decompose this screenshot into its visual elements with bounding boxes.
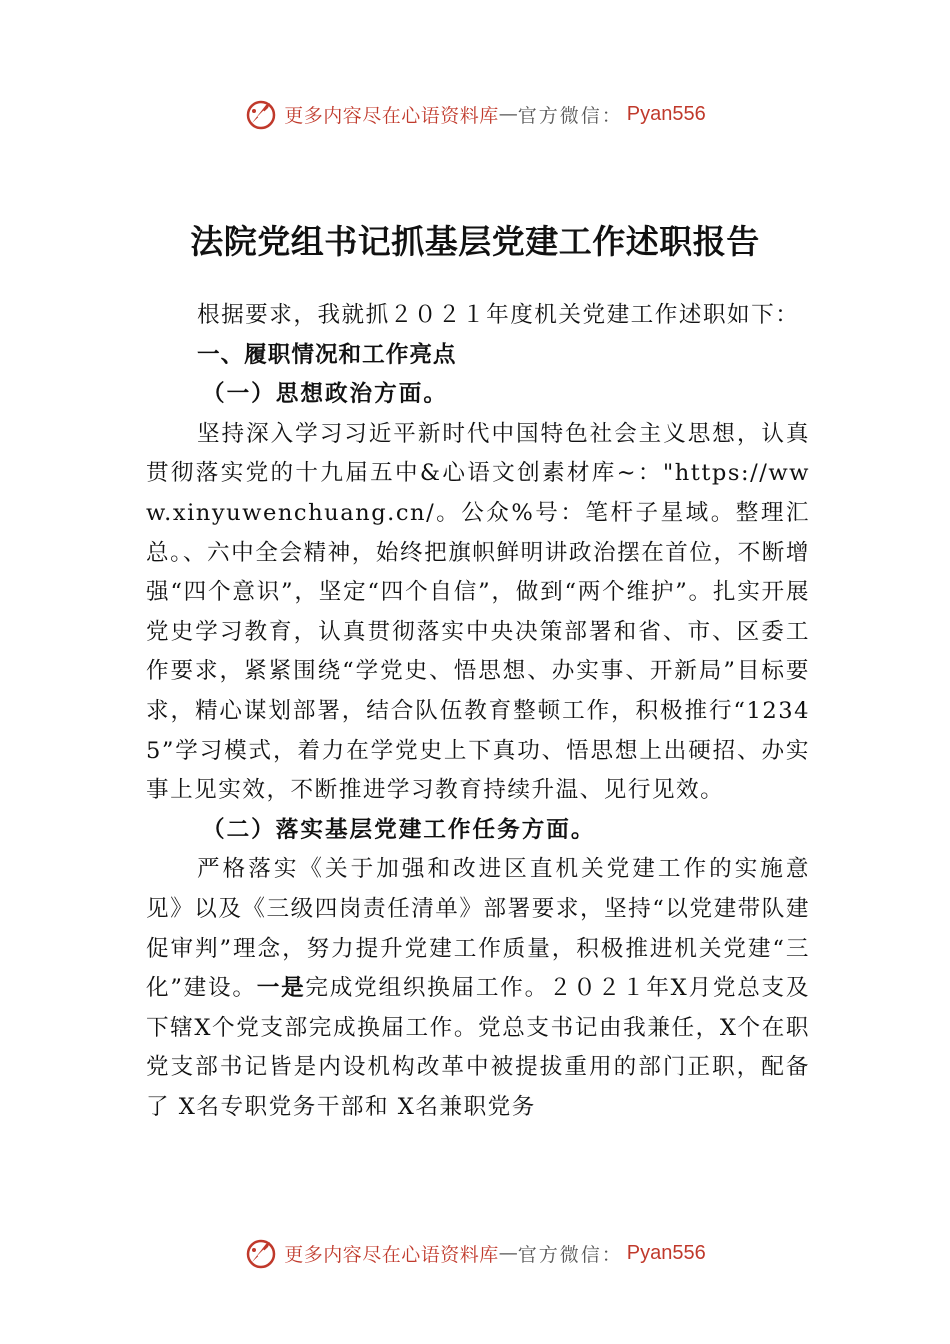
- paragraph-2-text-a: 严格落实《关于加强和改进区直机关党建工作的实施意见》以及《三级四岗责任清单》部署要求，坚持“以党建带队建促审判”理念，努力提升党建工作质量，积极推进机关党建“三化”建设。: [146, 856, 810, 1002]
- header-banner: [0, 94, 950, 134]
- footer-banner-separator: —: [498, 1242, 518, 1264]
- subsection-paragraph-2: [146, 850, 810, 1127]
- quill-logo-icon: [244, 97, 278, 131]
- intro-paragraph: 根据要求，我就抓２０２１年度机关党建工作述职如下：: [197, 302, 800, 328]
- subsection-paragraph-1: 坚持深入学习习近平新时代中国特色社会主义思想，认真贯彻落实党的十九届五中&心语文创素材库~："https://www.xinyuwenchuang.cn/。公众%号：笔杆子星域。整理汇总。、六中全会精神，始终把旗帜鲜明讲政治摆在首位，不断增强“四个意识”，坚定“四个自信”，做到“两个维护”。扎实开展党史学习教育，认真贯彻落实中央决策部署和省、市、区委工作要求，紧紧围绕“学党史、悟思想、办实事、开新局”目标要求，精心谋划部署，结合队伍教育整顿工作，积极推行“12345”学习模式，着力在学党史上下真功、悟思想上出硬招、办实事上见实效，不断推进学习教育持续升温、见行见效。: [146, 420, 810, 804]
- subsection-heading-1: （一）思想政治方面。: [202, 381, 448, 408]
- document-body: [146, 296, 810, 1127]
- section-heading: 一、履职情况和工作亮点: [197, 341, 457, 368]
- banner-wechat-id: Pyan556: [626, 102, 706, 125]
- footer-banner-text: 更多内容尽在心语资料库: [284, 1243, 499, 1266]
- subsection-heading-2: （二）落实基层党建工作任务方面。: [202, 816, 596, 843]
- footer-banner-wechat-id: Pyan556: [626, 1241, 706, 1264]
- footer-banner-wechat-label: 官方微信：: [517, 1243, 623, 1266]
- paragraph-2-emphasis: 一是: [256, 975, 306, 1002]
- banner-separator: —: [498, 103, 518, 125]
- document-title: 法院党组书记抓基层党建工作述职报告: [190, 222, 760, 261]
- paragraph-2-text-b: 完成党组织换届工作。２０２１年X月党总支及下辖X个党支部完成换届工作。党总支书记由我兼任，X个在职党支部书记皆是内设机构改革中被提拔重用的部门正职，配备了 X名专职党务干部和 X名兼职党务: [146, 975, 810, 1120]
- banner-text: 更多内容尽在心语资料库: [284, 104, 499, 127]
- footer-banner: [0, 1233, 950, 1273]
- quill-logo-icon: [244, 1236, 278, 1270]
- banner-wechat-label: 官方微信：: [517, 104, 623, 127]
